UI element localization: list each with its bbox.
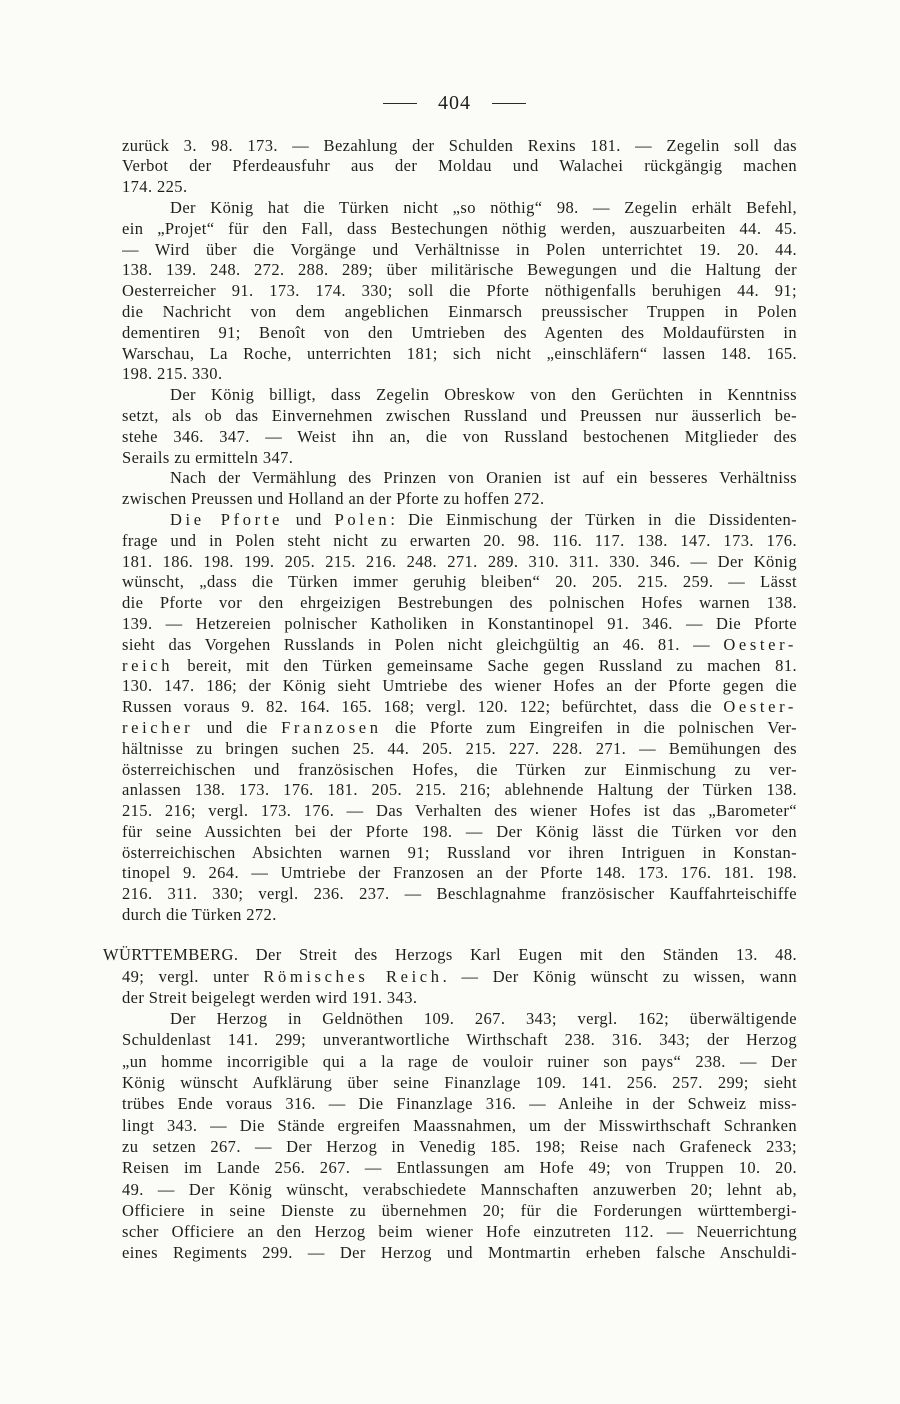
text-line: 174. 225. xyxy=(122,177,188,197)
text-line: die Pforte vor den ehrgeizigen Bestrebungen des polnischen Hofes warnen 138. xyxy=(122,593,797,613)
index-section-wuerttemberg xyxy=(103,944,797,1263)
text-line: 181. 186. 198. 199. 205. 215. 216. 248. 271. 289. 310. 311. 330. 346. — Der König xyxy=(122,551,797,571)
text-line: Serails zu ermitteln 347. xyxy=(122,447,294,467)
text-line xyxy=(122,656,797,677)
text-line: König wünscht Aufklärung über seine Finanzlage 109. 141. 256. 257. 299; sieht xyxy=(122,1073,797,1093)
text-line: dementiren 91; Benoît von den Umtrieben des Agenten des Moldaufürsten in xyxy=(122,322,797,342)
page-number: 404 xyxy=(438,92,471,114)
text-line: Der Herzog in Geldnöthen 109. 267. 343; vergl. 162; überwältigende xyxy=(170,1009,797,1029)
text-run: bereit, mit den Türken gemeinsame Sache gegen Russland zu machen 81. xyxy=(173,655,797,675)
text-line: ein „Projet“ für den Fall, dass Bestechungen nöthig werden, auszuarbeiten 44. 45. xyxy=(122,218,797,238)
text-line: 139. — Hetzereien polnischer Katholiken in Konstantinopel 91. 346. — Die Pforte xyxy=(122,613,797,633)
text-line xyxy=(122,635,797,656)
text-line: Verbot der Pferdeausfuhr aus der Moldau und Walachei rückgängig machen xyxy=(122,156,797,176)
text-line: 130. 147. 186; der König sieht Umtriebe des wiener Hofes an der Pforte gegen die xyxy=(122,676,797,696)
index-paragraph xyxy=(122,385,797,468)
header-rule-left xyxy=(383,103,417,104)
text-line: Der König hat die Türken nicht „so nöthig“ 98. — Zegelin erhält Befehl, xyxy=(170,197,797,217)
text-line: 216. 311. 330; vergl. 236. 237. — Beschlagnahme französischer Kauffahrteischiffe xyxy=(122,884,797,904)
letterspaced-text: Die Pforte xyxy=(170,509,283,529)
text-run: 49; vergl. unter xyxy=(122,966,264,986)
text-line: österreichischen Absichten warnen 91; Russland vor ihren Intriguen in Konstan- xyxy=(122,842,797,862)
text-line: tinopel 9. 264. — Umtriebe der Franzosen an der Pforte 148. 173. 176. 181. 198. xyxy=(122,863,797,883)
text-line: scher Officiere an den Herzog beim wiener Hofe einzutreten 112. — Neuerrichtung xyxy=(122,1222,797,1242)
letterspaced-text: Oester- xyxy=(723,634,797,654)
text-run: . — Der König wünscht zu wissen, wann xyxy=(442,966,797,986)
text-line: Nach der Vermählung des Prinzen von Oranien ist auf ein besseres Verhältniss xyxy=(170,468,797,488)
text-line: 49. — Der König wünscht, verabschiedete Mannschaften anzuwerben 20; lehnt ab, xyxy=(122,1179,797,1199)
text-line: anlassen 138. 173. 176. 181. 205. 215. 216; ablehnende Haltung der Türken 138. xyxy=(122,780,797,800)
text-line: Officiere in seine Dienste zu übernehmen 20; für die Forderungen württembergi- xyxy=(122,1200,797,1220)
text-line: lingt 343. — Die Stände ergreifen Maassnahmen, um der Misswirthschaft Schranken xyxy=(122,1115,797,1135)
text-run: Russen voraus 9. 82. 164. 165. 168; vergl. 120. 122; befürchtet, dass die xyxy=(122,697,724,717)
text-line: Der König billigt, dass Zegelin Obreskow von den Gerüchten in Kenntniss xyxy=(170,385,797,405)
text-line xyxy=(122,718,797,739)
text-line xyxy=(122,510,797,531)
index-paragraph xyxy=(122,198,797,385)
index-paragraph xyxy=(122,510,797,926)
text-line: hältnisse zu bringen suchen 25. 44. 205. 215. 227. 228. 271. — Bemühungen des xyxy=(122,738,797,758)
index-paragraph xyxy=(122,1008,797,1264)
text-run: und xyxy=(282,509,335,529)
letterspaced-text: reich xyxy=(122,655,174,675)
letterspaced-text: reicher xyxy=(122,717,194,737)
text-line: „un homme incorrigible qui a la rage de vouloir ruiner son pays“ 238. — Der xyxy=(122,1051,797,1071)
text-line: der Streit beigelegt werden wird 191. 343. xyxy=(122,987,418,1007)
text-line xyxy=(122,697,797,718)
text-line: Reisen im Lande 256. 267. — Entlassungen am Hofe 49; von Truppen 10. 20. xyxy=(122,1158,797,1178)
text-line: für seine Aussichten bei der Pforte 198. — Der König lässt die Türken vor den xyxy=(122,821,797,841)
text-line: setzt, als ob das Einvernehmen zwischen Russland und Preussen nur äusserlich be- xyxy=(122,405,797,425)
text-line: — Wird über die Vorgänge und Verhältnisse in Polen unterrichtet 19. 20. 44. xyxy=(122,239,797,259)
text-line: eines Regiments 299. — Der Herzog und Montmartin erheben falsche Anschuldi- xyxy=(122,1243,797,1263)
letterspaced-text: Römisches Reich xyxy=(263,966,443,986)
text-line: WÜRTTEMBERG. Der Streit des Herzogs Karl Eugen mit den Ständen 13. 48. xyxy=(103,945,797,965)
index-section-continued xyxy=(122,136,797,926)
letterspaced-text: Franzosen xyxy=(281,717,382,737)
text-run: sieht das Vorgehen Russlands in Polen nicht gleichgültig an 46. 81. — xyxy=(122,634,724,654)
letterspaced-text: Oester- xyxy=(723,697,797,717)
text-line: stehe 346. 347. — Weist ihn an, die von Russland bestochenen Mitglieder des xyxy=(122,426,797,446)
index-entry xyxy=(103,944,797,1008)
text-run: : Die Einmischung der Türken in die Dissidenten- xyxy=(390,509,797,529)
text-line: Schuldenlast 141. 299; unverantwortliche Wirthschaft 238. 316. 343; der Herzog xyxy=(122,1030,797,1050)
header-rule-right xyxy=(492,103,526,104)
text-line: durch die Türken 272. xyxy=(122,905,277,925)
text-line: 198. 215. 330. xyxy=(122,364,223,384)
text-line xyxy=(122,966,797,987)
text-run: und die xyxy=(193,717,282,737)
text-line: zwischen Preussen und Holland an der Pforte zu hoffen 272. xyxy=(122,489,545,509)
index-paragraph xyxy=(122,468,797,510)
text-line: 138. 139. 248. 272. 288. 289; über militärische Bewegungen und die Haltung der xyxy=(122,260,797,280)
text-line: 215. 216; vergl. 173. 176. — Das Verhalten des wiener Hofes ist das „Barometer“ xyxy=(122,801,797,821)
text-line: die Nachricht von dem angeblichen Einmarsch preussischer Truppen in Polen xyxy=(122,301,797,321)
page-header xyxy=(383,91,526,115)
text-line: österreichischen und französischen Hofes, die Türken zur Einmischung zu ver- xyxy=(122,759,797,779)
index-paragraph xyxy=(122,136,797,198)
text-line: zurück 3. 98. 173. — Bezahlung der Schulden Rexins 181. — Zegelin soll das xyxy=(122,135,797,155)
letterspaced-text: Polen xyxy=(334,509,391,529)
text-line: zu setzen 267. — Der Herzog in Venedig 185. 198; Reise nach Grafeneck 233; xyxy=(122,1136,797,1156)
text-line: frage und in Polen steht nicht zu erwarten 20. 98. 116. 117. 138. 147. 173. 176. xyxy=(122,530,797,550)
text-line: Oesterreicher 91. 173. 174. 330; soll die Pforte nöthigenfalls beruhigen 44. 91; xyxy=(122,281,797,301)
text-run: die Pforte zum Eingreifen in die polnischen Ver- xyxy=(381,717,797,737)
text-line: wünscht, „dass die Türken immer geruhig bleiben“ 20. 205. 215. 259. — Lässt xyxy=(122,572,797,592)
text-line: trübes Ende voraus 316. — Die Finanzlage 316. — Anleihe in der Schweiz miss- xyxy=(122,1094,797,1114)
text-line: Warschau, La Roche, unterrichten 181; sich nicht „einschläfern“ lassen 148. 165. xyxy=(122,343,797,363)
